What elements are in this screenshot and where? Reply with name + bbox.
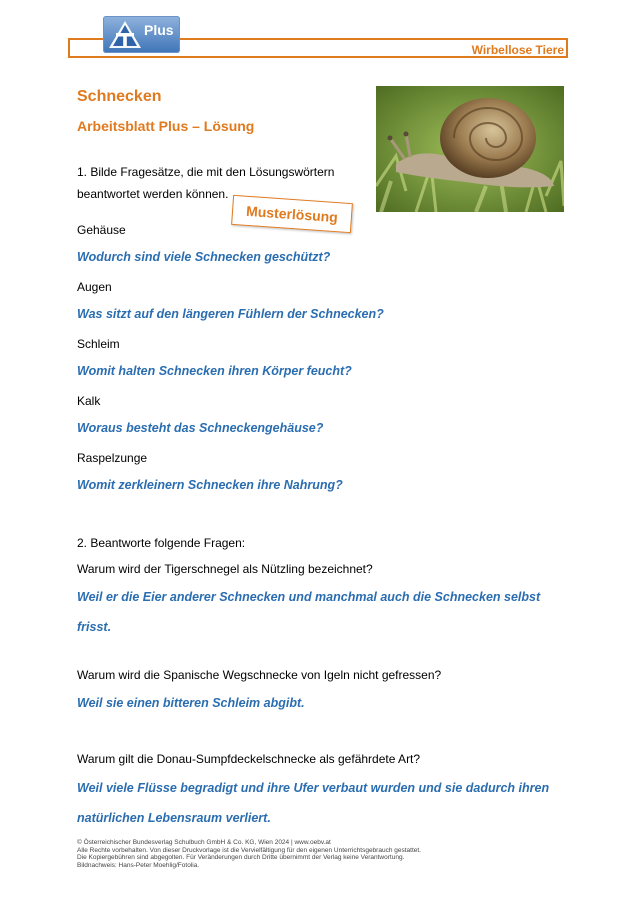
answer-question: Wodurch sind viele Schnecken geschützt? (77, 250, 331, 264)
triangle-plus-logo-icon (107, 19, 143, 50)
answer-question: Womit halten Schnecken ihren Körper feucht? (77, 364, 352, 378)
task1-instruction (77, 163, 377, 203)
task1-instruction-line2: beantwortet werden können. (77, 187, 229, 201)
stamp-label: Musterlösung (245, 202, 339, 226)
page-title: Schnecken (77, 88, 162, 105)
publisher-logo (103, 16, 180, 53)
solution-word: Augen (77, 280, 112, 294)
answer-text (77, 773, 572, 833)
question: Warum gilt die Donau-Sumpfdeckelschnecke als gefährdete Art? (77, 752, 421, 766)
solution-word: Schleim (77, 337, 120, 351)
task1-instruction-line1: 1. Bilde Fragesätze, die mit den Lösungswörtern (77, 165, 335, 179)
copyright-footer (77, 839, 577, 869)
question: Warum wird der Tigerschnegel als Nützling bezeichnet? (77, 562, 373, 576)
question: Warum wird die Spanische Wegschnecke von Igeln nicht gefressen? (77, 668, 442, 682)
answer-line: Weil viele Flüsse begradigt und ihre Ufer verbaut wurden und sie dadurch ihren (77, 781, 550, 795)
solution-word: Kalk (77, 394, 101, 408)
footer-line: Die Kopiergebühren sind abgegolten. Für Veränderungen durch Dritte übernimmt der Verlag keine Verantwortung. (77, 854, 405, 862)
solution-word: Gehäuse (77, 223, 126, 237)
answer-line: frisst. (77, 620, 112, 634)
footer-line: Bildnachweis: Hans-Peter Moehlig/Fotolia. (77, 861, 200, 869)
task2-instruction: 2. Beantworte folgende Fragen: (77, 536, 246, 550)
snail-photo (376, 86, 564, 212)
answer-question: Woraus besteht das Schneckengehäuse? (77, 421, 324, 435)
header-subject: Wirbellose Tiere (471, 43, 564, 57)
answer-text (77, 688, 572, 718)
answer-question: Was sitzt auf den längeren Fühlern der Schnecken? (77, 307, 384, 321)
answer-line: Weil sie einen bitteren Schleim abgibt. (77, 696, 305, 710)
answer-line: natürlichen Lebensraum verliert. (77, 811, 271, 825)
answer-line: Weil er die Eier anderer Schnecken und manchmal auch die Schnecken selbst (77, 590, 541, 604)
footer-line: Alle Rechte vorbehalten. Von dieser Druckvorlage ist die Vervielfältigung für den eigenen Unterrichtsgebrauch gestattet. (77, 846, 421, 854)
footer-line: © Österreichischer Bundesverlag Schulbuch GmbH & Co. KG, Wien 2024 | www.oebv.at (77, 839, 331, 846)
answer-question: Womit zerkleinern Schnecken ihre Nahrung? (77, 478, 343, 492)
answer-text (77, 582, 572, 642)
logo-text: Plus (144, 22, 174, 38)
page-subtitle: Arbeitsblatt Plus – Lösung (77, 118, 255, 134)
solution-word: Raspelzunge (77, 451, 148, 465)
